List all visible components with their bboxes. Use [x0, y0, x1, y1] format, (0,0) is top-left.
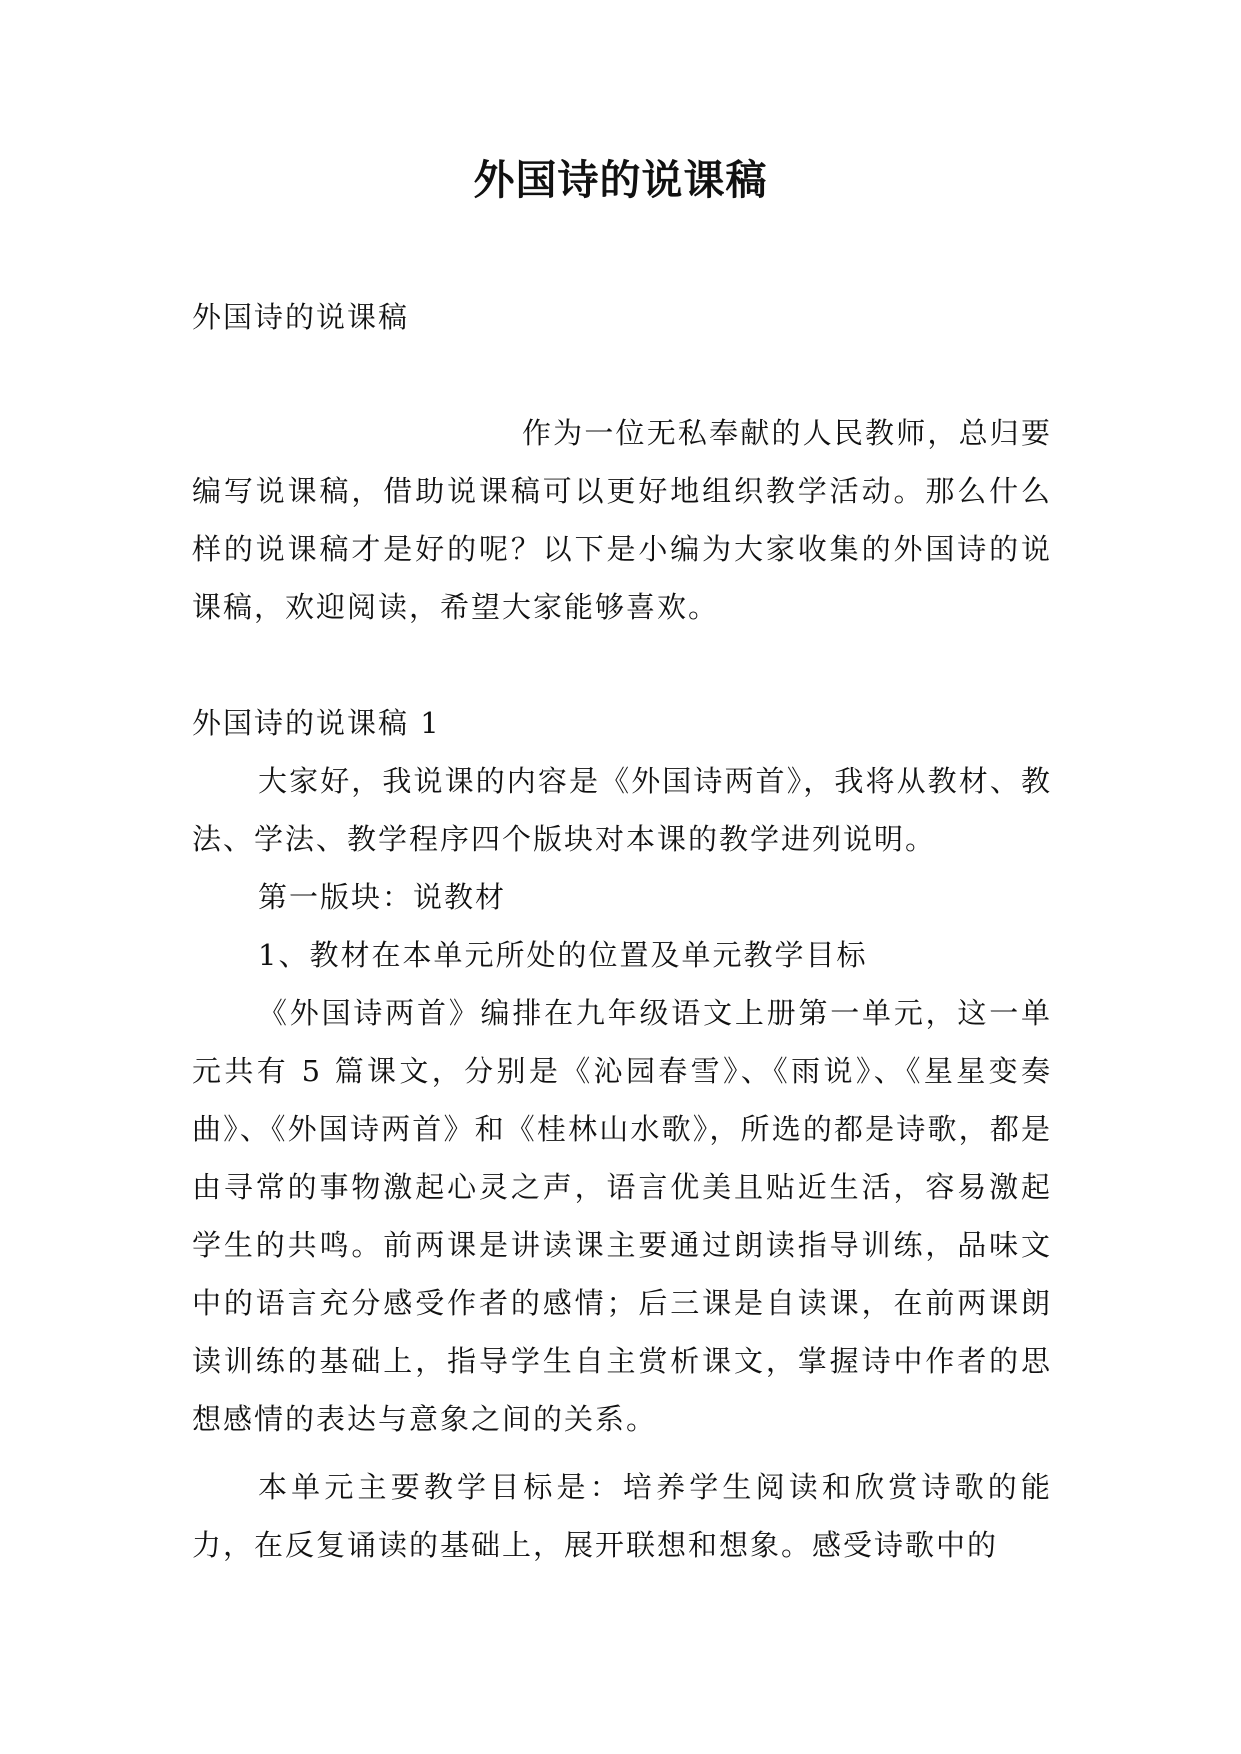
paragraph-4: 《外国诗两首》编排在九年级语文上册第一单元，这一单元共有 5 篇课文，分别是《沁园春雪》、《雨说》、《星星变奏曲》、《外国诗两首》和《桂林山水歌》，所选的都是诗歌，都是由寻常的事物激起心灵之声，语言优美且贴近生活，容易激起学生的共鸣。前两课是讲读课主要通过朗读指导训练，品味文中的语言充分感受作者的感情；后三课是自读课，在前两课朗读训练的基础上，指导学生自主赏析课文，掌握诗中作者的思想感情的表达与意象之间的关系。: [192, 996, 1052, 1436]
document-title: 外国诗的说课稿: [473, 156, 768, 204]
document-subtitle: 外国诗的说课稿: [192, 300, 410, 334]
intro-paragraph: 作为一位无私奉献的人民教师，总归要编写说课稿，借助说课稿可以更好地组织教学活动。那么什么样的说课稿才是好的呢？以下是小编为大家收集的外国诗的说课稿，欢迎阅读，希望大家能够喜欢。: [192, 416, 1052, 624]
paragraph-1: 大家好，我说课的内容是《外国诗两首》，我将从教材、教法、学法、教学程序四个版块对本课的教学进列说明。: [192, 764, 1052, 856]
paragraph-5: 本单元主要教学目标是：培养学生阅读和欣赏诗歌的能力，在反复诵读的基础上，展开联想和想象。感受诗歌中的: [192, 1470, 1052, 1562]
paragraph-3: 1、教材在本单元所处的位置及单元教学目标: [258, 938, 868, 972]
section-heading: 外国诗的说课稿 1: [192, 706, 441, 740]
paragraph-2: 第一版块：说教材: [258, 880, 507, 914]
document-body: [192, 288, 1052, 1574]
